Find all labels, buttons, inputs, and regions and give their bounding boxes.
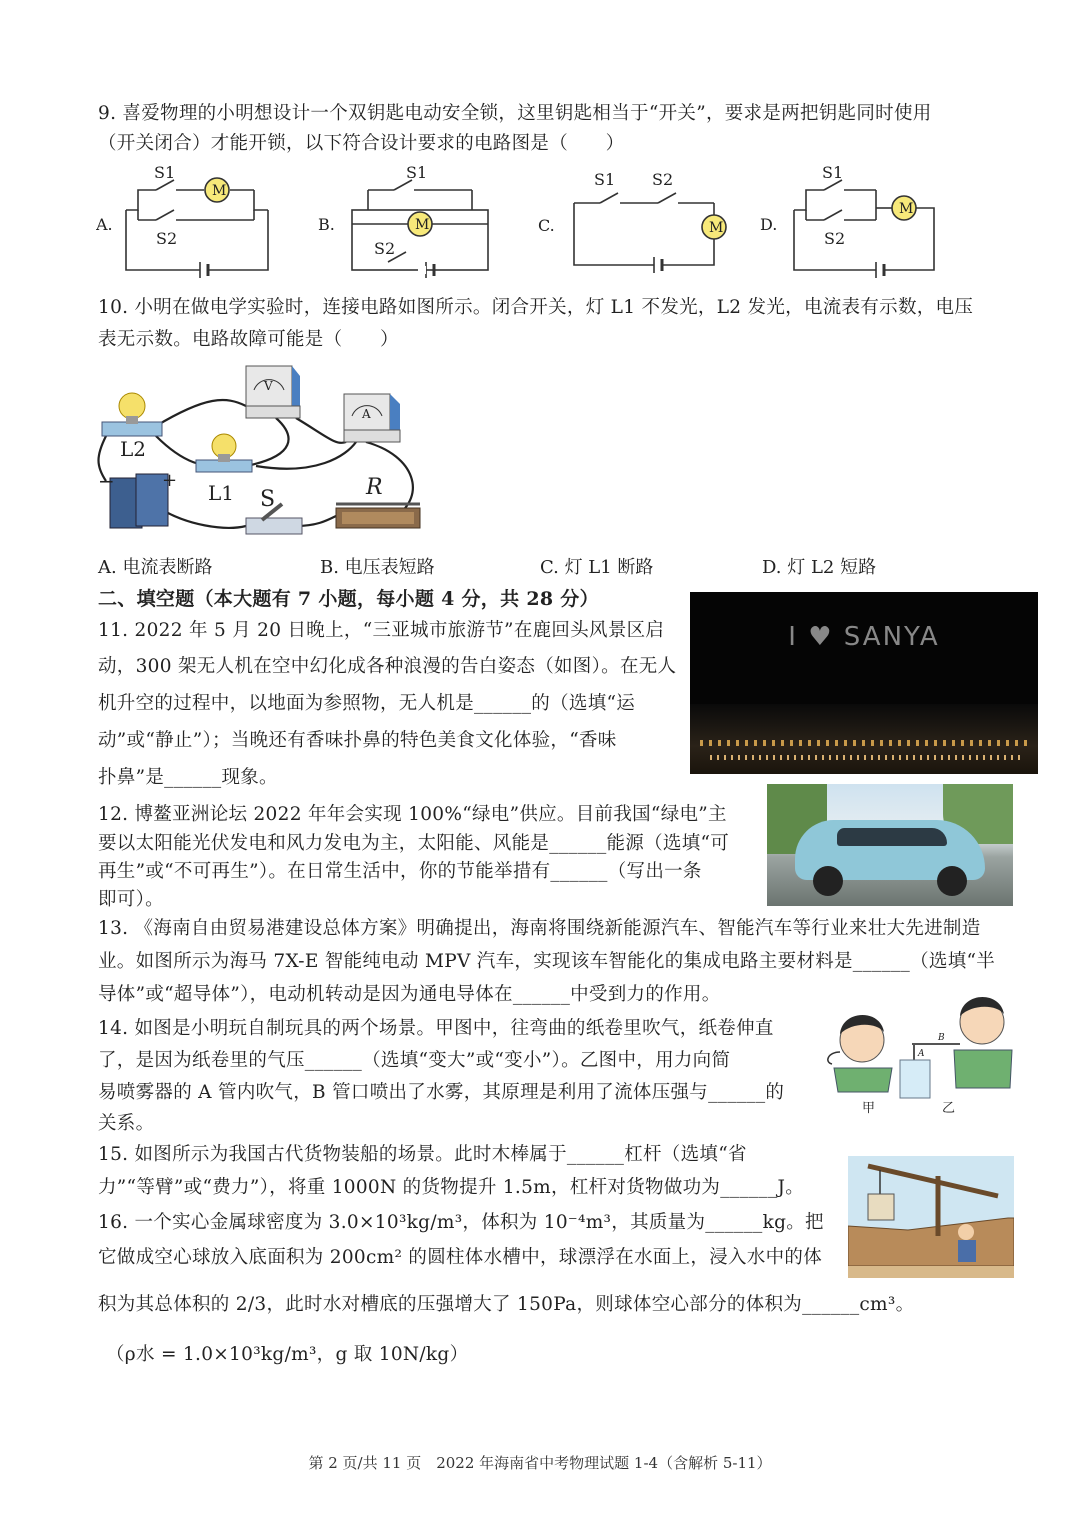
q10-option-d: D. 灯 L2 短路 [762,557,877,578]
lamp-l1 [196,434,252,472]
q16-line1: 16. 一个实心金属球密度为 3.0×10³kg/m³，体积为 10⁻⁴m³，其质量为______kg。把 [98,1212,824,1233]
section-heading: 二、填空题（本大题有 7 小题，每小题 4 分，共 28 分） [98,588,599,610]
q9-line2: （开关闭合）才能开锁，以下符合设计要求的电路图是（ ） [98,133,625,154]
voltmeter [246,366,300,418]
battery [110,474,168,528]
ammeter-label: A [362,407,371,421]
s2-label-b: S2 [374,239,396,258]
q12-line2: 要以太阳能光伏发电和风力发电为主，太阳能、风能是______能源（选填“可 [98,833,730,854]
label-yi: 乙 [942,1101,956,1116]
q10-option-c: C. 灯 L1 断路 [540,557,654,578]
s2-label-d: S2 [824,229,846,248]
q14-line4: 关系。 [98,1113,155,1134]
q15-line1: 15. 如图所示为我国古代货物装船的场景。此时木棒属于______杠杆（选填“省 [98,1144,747,1165]
s1-label-d: S1 [822,163,844,182]
s2-label-c: S2 [652,170,674,189]
option-d-label: D. [760,215,778,234]
q10-option-a: A. 电流表断路 [98,557,213,578]
q10-physical-circuit [96,356,436,546]
q13-line2: 业。如图所示为海马 7X-E 智能纯电动 MPV 汽车，实现该车智能化的集成电路主要材料是______（选填“半 [98,951,996,972]
q13-line1: 13. 《海南自由贸易港建设总体方案》明确提出，海南将围绕新能源汽车、智能汽车等行业来壮大先进制造 [98,918,981,939]
drone-text: I ♥ SANYA [788,622,940,652]
q14-line2: 了，是因为纸卷里的气压______（选填“变大”或“变小”）。乙图中，用力向简 [98,1050,731,1071]
battery-minus: − [98,469,115,493]
motor-label-d: M [899,201,914,217]
s1-label-a: S1 [154,163,176,182]
rheostat [336,504,420,528]
label-a: A [918,1049,925,1059]
label-jia: 甲 [862,1101,876,1116]
motor-label-c: M [709,220,724,236]
car-photo [767,784,1013,906]
q11-line5: 扑鼻”是______现象。 [98,767,278,788]
battery-plus: + [162,470,178,491]
voltmeter-label: V [264,379,273,393]
s1-label-b: S1 [406,163,428,182]
label-l1: L1 [208,481,235,505]
page-footer: 第 2 页/共 11 页 2022 年海南省中考物理试题 1-4（含解析 5-11） [308,1454,772,1472]
q16-line4: （ρ水 = 1.0×10³kg/m³，g 取 10N/kg） [106,1344,469,1365]
sanya-drone-photo [690,592,1038,774]
option-b-label: B. [318,215,335,234]
ammeter [344,394,400,442]
q11-line1: 11. 2022 年 5 月 20 日晚上，“三亚城市旅游节”在鹿回头风景区启 [98,620,665,641]
q10-option-b: B. 电压表短路 [320,557,435,578]
option-c-label: C. [538,216,555,235]
label-b: B [938,1033,945,1043]
q10-line1: 10. 小明在做电学实验时，连接电路如图所示。闭合开关，灯 L1 不发光，L2 发光，电流表有示数，电压 [98,297,974,318]
q14-line3: 易喷雾器的 A 管内吹气，B 管口喷出了水雾，其原理是利用了流体压强与______的 [98,1082,785,1103]
circuit-b [318,158,498,278]
label-r: R [366,475,383,500]
q15-line2: 力”“等臂”或“费力”），将重 1000N 的货物提升 1.5m，杠杆对货物做功为______J。 [98,1177,805,1198]
q12-line4: 即可）。 [98,889,164,910]
circuit-c [538,165,728,280]
q16-line2: 它做成空心球放入底面积为 200cm² 的圆柱体水槽中，球漂浮在水面上，浸入水中的体 [98,1247,822,1268]
s1-label-c: S1 [594,170,616,189]
q10-line2: 表无示数。电路故障可能是（ ） [98,329,399,350]
motor-label-b: M [415,217,430,233]
s2-label-a: S2 [156,229,178,248]
circuit-a [96,158,276,278]
q15-ship-figure [848,1156,1014,1278]
q11-line2: 动，300 架无人机在空中幻化成各种浪漫的告白姿态（如图）。在无人 [98,656,677,677]
q12-line1: 12. 博鳌亚洲论坛 2022 年年会实现 100%“绿电”供应。目前我国“绿电”主 [98,804,727,825]
q14-figure [822,988,1022,1118]
q11-line4: 动”或“静止”）；当晚还有香味扑鼻的特色美食文化体验，“香味 [98,730,617,751]
motor-label-a: M [212,183,227,199]
q12-line3: 再生”或“不可再生”）。在日常生活中，你的节能举措有______（写出一条 [98,861,702,882]
label-s: S [260,487,276,512]
label-l2: L2 [120,437,147,461]
q14-line1: 14. 如图是小明玩自制玩具的两个场景。甲图中，往弯曲的纸卷里吹气，纸卷伸直 [98,1018,774,1039]
q9-line1: 9. 喜爱物理的小明想设计一个双钥匙电动安全锁，这里钥匙相当于“开关”，要求是两把钥匙同时使用 [98,103,932,124]
q11-line3: 机升空的过程中，以地面为参照物，无人机是______的（选填“运 [98,693,636,714]
lamp-l2 [102,393,162,436]
option-a-label: A. [96,215,113,234]
q13-line3: 导体”或“超导体”），电动机转动是因为通电导体在______中受到力的作用。 [98,984,721,1005]
circuit-d [760,158,950,278]
q16-line3: 积为其总体积的 2/3，此时水对槽底的压强增大了 150Pa，则球体空心部分的体积为______cm³。 [98,1294,915,1315]
